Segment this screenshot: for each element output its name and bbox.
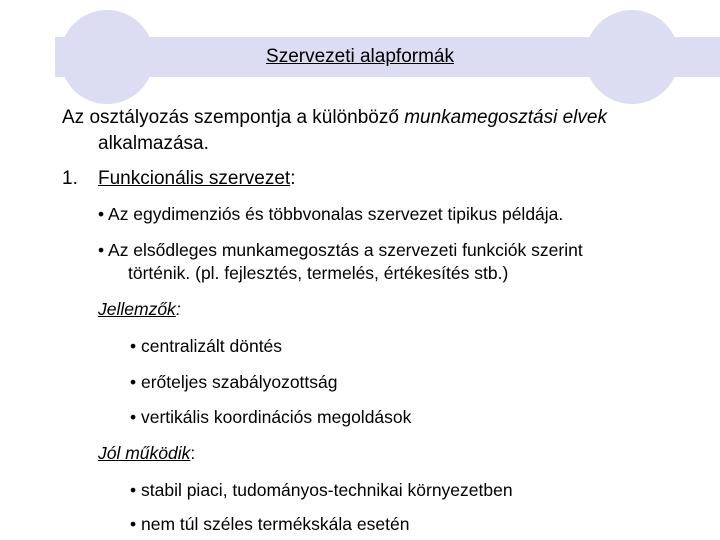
- works-item: • nem túl széles termékskála esetén: [130, 514, 410, 534]
- feature-item: • centralizált döntés: [130, 336, 283, 356]
- feature-item: • vertikális koordinációs megoldások: [130, 407, 412, 427]
- slide-title: Szervezeti alapformák: [266, 46, 454, 67]
- works-heading: Jól működik:: [98, 443, 196, 463]
- section-heading: Funkcionális szervezet:: [98, 168, 296, 189]
- bullet-2-line-2: történik. (pl. fejlesztés, termelés, értékesítés stb.): [128, 263, 509, 283]
- bullet-1: • Az egydimenziós és többvonalas szervezet tipikus példája.: [98, 204, 564, 224]
- feature-item: • erőteljes szabályozottság: [130, 372, 338, 392]
- intro-line-1: Az osztályozás szempontja a különböző munkamegosztási elvek: [62, 107, 607, 128]
- section-number: 1.: [62, 168, 78, 189]
- features-heading: Jellemzők:: [98, 299, 181, 319]
- works-item: • stabil piaci, tudományos-technikai környezetben: [130, 480, 513, 500]
- intro-emphasis: munkamegosztási elvek: [404, 107, 607, 128]
- intro-line-2: alkalmazása.: [98, 133, 209, 154]
- bullet-2-line-1: • Az elsődleges munkamegosztás a szervezeti funkciók szerint: [98, 240, 583, 260]
